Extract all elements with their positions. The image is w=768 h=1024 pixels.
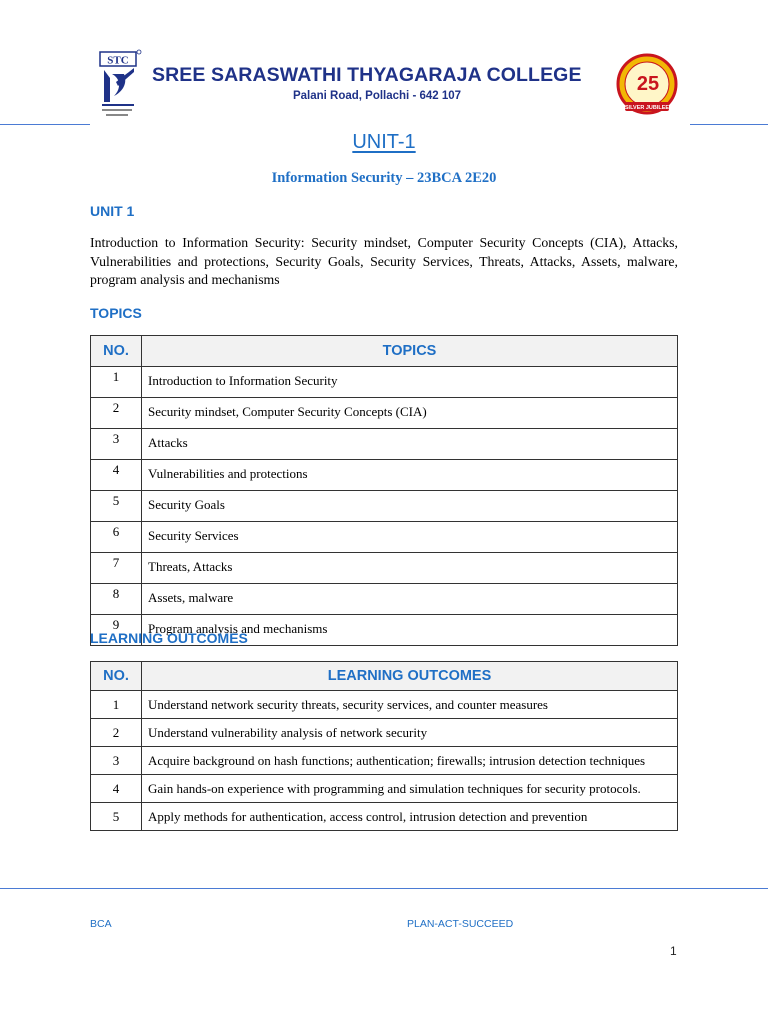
outcomes-header-no: NO. (91, 662, 142, 691)
outcome-row-number: 2 (91, 719, 142, 747)
outcome-row (91, 719, 678, 747)
learning-outcomes-heading: LEARNING OUTCOMES (90, 630, 248, 646)
unit-title: UNIT-1 (352, 131, 416, 153)
topic-row-text: Program analysis and mechanisms (142, 615, 678, 646)
topic-row-text: Security mindset, Computer Security Concepts (CIA) (142, 398, 678, 429)
topic-row-number: 4 (91, 460, 142, 491)
footer-rule (0, 888, 768, 889)
topic-row (91, 398, 678, 429)
logo-text: STC (107, 54, 129, 67)
unit-description: Introduction to Information Security: Security mindset, Computer Security Concepts (CIA), Attacks, Vulnerabilities and protections, Security Goals, Security Services, Threats, Attacks, Assets, malware, program analysis and mechanisms (90, 235, 678, 287)
topic-row-text: Threats, Attacks (142, 553, 678, 584)
outcome-row-text: Understand network security threats, security services, and counter measures (142, 691, 678, 719)
topic-row (91, 491, 678, 522)
college-name: SREE SARASWATHI THYAGARAJA COLLEGE (152, 64, 582, 86)
topic-row-text: Introduction to Information Security (142, 367, 678, 398)
outcome-row-number: 5 (91, 803, 142, 831)
topics-header-no: NO. (91, 336, 142, 367)
outcome-row-number: 4 (91, 775, 142, 803)
outcome-row (91, 747, 678, 775)
topic-row (91, 460, 678, 491)
topic-row (91, 553, 678, 584)
seal-text: SILVER JUBILEE (624, 105, 670, 111)
page-number: 1 (670, 944, 677, 958)
college-address: Palani Road, Pollachi - 642 107 (292, 90, 462, 102)
topic-row-text: Security Goals (142, 491, 678, 522)
topics-table (90, 335, 678, 646)
topic-row (91, 522, 678, 553)
outcome-row (91, 775, 678, 803)
outcome-row (91, 803, 678, 831)
topics-header-topics: TOPICS (142, 336, 678, 367)
footer-left: BCA (90, 918, 112, 930)
topic-row (91, 584, 678, 615)
topic-row-number: 7 (91, 553, 142, 584)
outcome-row-number: 1 (91, 691, 142, 719)
college-logo (96, 48, 142, 120)
seal-number: 25 (636, 73, 660, 95)
topic-row (91, 367, 678, 398)
outcome-row-number: 3 (91, 747, 142, 775)
topic-row-number: 8 (91, 584, 142, 615)
unit-heading: UNIT 1 (90, 203, 135, 219)
outcome-row-text: Apply methods for authentication, access control, intrusion detection and prevention (142, 803, 678, 831)
topic-row-number: 3 (91, 429, 142, 460)
topics-heading: TOPICS (90, 305, 142, 321)
topic-row-number: 6 (91, 522, 142, 553)
outcome-row-text: Understand vulnerability analysis of network security (142, 719, 678, 747)
outcomes-header-outcomes: LEARNING OUTCOMES (142, 662, 678, 691)
topic-row-number: 5 (91, 491, 142, 522)
topic-row-text: Security Services (142, 522, 678, 553)
topic-row-number: 1 (91, 367, 142, 398)
silver-jubilee-seal (612, 52, 682, 118)
outcome-row-text: Acquire background on hash functions; authentication; firewalls; intrusion detection techniques (142, 747, 678, 775)
topic-row-text: Vulnerabilities and protections (142, 460, 678, 491)
header-rule-right (690, 124, 768, 125)
topic-row-text: Assets, malware (142, 584, 678, 615)
header-rule-left (0, 124, 90, 125)
outcome-row-text: Gain hands-on experience with programming and simulation techniques for security protocols. (142, 775, 678, 803)
learning-outcomes-table (90, 661, 678, 831)
outcome-row (91, 691, 678, 719)
subject-title: Information Security – 23BCA 2E20 (271, 170, 497, 186)
footer-motto: PLAN-ACT-SUCCEED (407, 918, 514, 930)
topic-row (91, 429, 678, 460)
topic-row-number: 9 (91, 615, 142, 646)
topic-row-text: Attacks (142, 429, 678, 460)
topic-row-number: 2 (91, 398, 142, 429)
